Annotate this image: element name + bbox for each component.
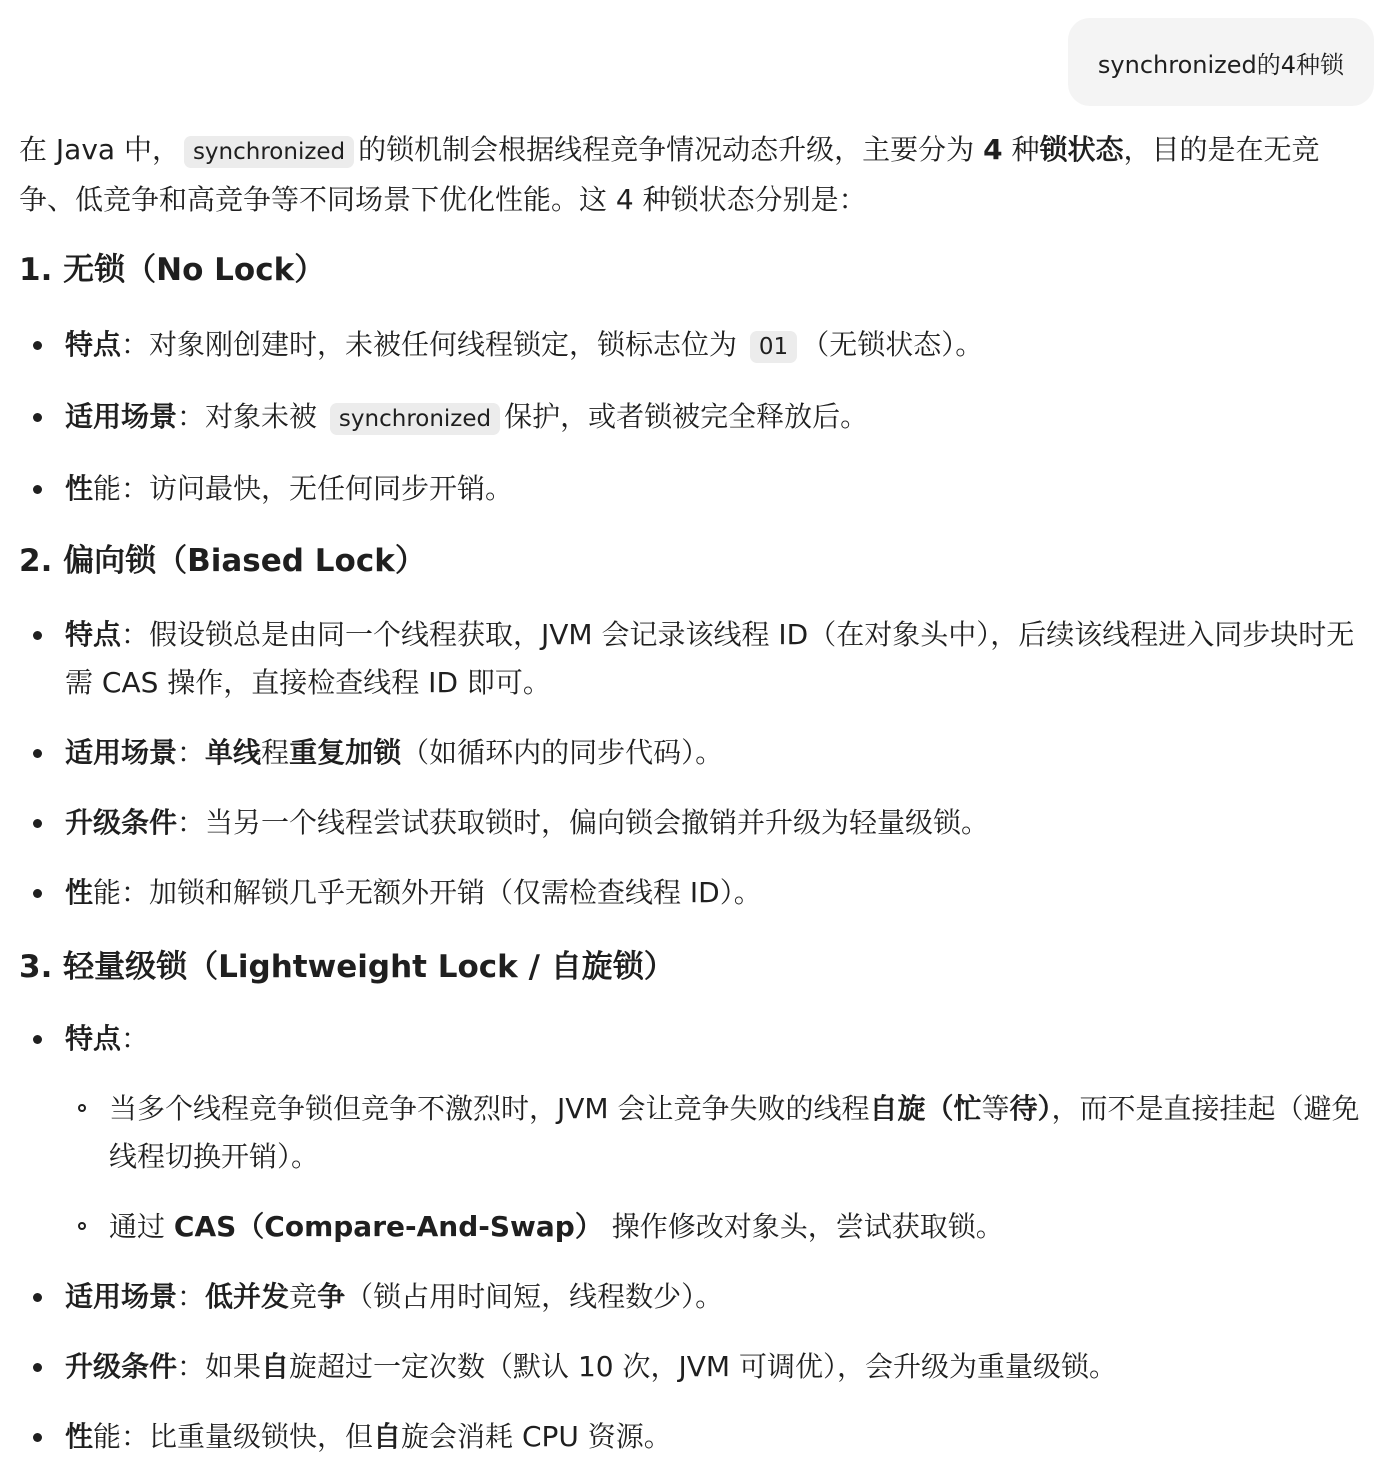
item-bold: CAS（Compare-And-Swap）: [173, 1210, 603, 1243]
sub-list-item: [19, 1203, 1371, 1251]
item-text: 当多个线程竞争锁但竞争不激烈时，JVM 会让竞争失败的线程: [109, 1092, 870, 1125]
item-text: 旋会消耗 CPU 资源。: [401, 1420, 672, 1453]
intro-text: ，目的是在无竞争、低竞争和高竞争等不同场景下优化性能。这 4 种锁状态分别是：: [19, 133, 1320, 216]
item-text: ：当另一个线程尝试获取锁时，偏向锁会撤销并升级为轻量级锁。: [177, 806, 990, 839]
intro-text: 种: [1002, 133, 1040, 166]
item-text: ：假设锁总是由同一个线程获取，JVM 会记录该线程 ID（在对象头中），后续该线程进入同步块时无需 CAS 操作，直接检查线程 ID 即可。: [65, 618, 1355, 699]
intro-paragraph: [19, 126, 1371, 224]
user-message-bubble: [1068, 18, 1374, 106]
list-item: [19, 611, 1371, 707]
item-text: 能：访问最快，无任何同步开销。: [93, 472, 514, 505]
item-text: ：如果: [177, 1350, 262, 1383]
intro-bold: 锁状态: [1039, 133, 1124, 166]
item-label: 性: [65, 1420, 94, 1453]
item-label: 特点: [65, 618, 122, 651]
item-text: ，而不是直接挂起（避免线程切换开销）。: [109, 1092, 1360, 1173]
item-text: 能：加锁和解锁几乎无额外开销（仅需检查线程 ID）。: [93, 876, 762, 909]
item-text: ：: [177, 736, 206, 769]
item-text: （锁占用时间短，线程数少）。: [345, 1280, 724, 1313]
item-bold: 重复加锁: [289, 736, 402, 769]
item-text: ：: [121, 1022, 150, 1055]
section-heading-lightweight-lock: 3. 轻量级锁（Lightweight Lock / 自旋锁）: [19, 949, 675, 985]
list-item: [19, 321, 1371, 371]
list-item: [19, 869, 1371, 917]
item-text: 保护，或者锁被完全释放后。: [504, 400, 869, 433]
item-text: （如循环内的同步代码）。: [401, 736, 724, 769]
list-item: [19, 1413, 1371, 1461]
intro-text: 的锁机制会根据线程竞争情况动态升级，主要分为: [358, 133, 984, 166]
list-item: [19, 1343, 1371, 1391]
section-2-list: [19, 611, 1371, 917]
item-bold: 自: [373, 1420, 402, 1453]
item-text: 程: [261, 736, 290, 769]
item-text: （无锁状态）。: [801, 328, 984, 361]
item-bold: 争: [317, 1280, 346, 1313]
list-item: [19, 1015, 1371, 1063]
section-heading-biased-lock: 2. 偏向锁（Biased Lock）: [19, 543, 426, 579]
list-item: [19, 799, 1371, 847]
item-bold: 待）: [1009, 1092, 1052, 1125]
item-label: 升级条件: [65, 806, 178, 839]
list-item: [19, 465, 1371, 513]
item-text: 旋超过一定次数（默认 10 次，JVM 可调优），会升级为重量级锁。: [289, 1350, 1117, 1383]
item-bold: 自: [261, 1350, 290, 1383]
list-item: [19, 729, 1371, 777]
intro-bold: 4: [983, 133, 1003, 166]
item-text: 通过: [109, 1210, 174, 1243]
sub-list-item: [19, 1085, 1371, 1181]
item-text: ：: [177, 1280, 206, 1313]
item-text: 等: [981, 1092, 1010, 1125]
inline-code: synchronized: [184, 136, 354, 168]
list-item: [19, 393, 1371, 443]
item-label: 特点: [65, 328, 122, 361]
item-label: 适用场景: [65, 400, 178, 433]
item-label: 适用场景: [65, 1280, 178, 1313]
section-3-list: [19, 1015, 1371, 1461]
user-message-text: synchronized的4种锁: [1097, 50, 1344, 79]
item-label: 特点: [65, 1022, 122, 1055]
item-bold: 低并发: [205, 1280, 290, 1313]
inline-code: synchronized: [330, 403, 500, 435]
section-1-list: [19, 321, 1371, 513]
intro-text: 在 Java 中，: [19, 133, 180, 166]
item-label: 适用场景: [65, 736, 178, 769]
item-bold: 单线: [205, 736, 262, 769]
item-label: 性: [65, 472, 94, 505]
inline-code: 01: [750, 331, 797, 363]
list-item: [19, 1273, 1371, 1321]
item-text: 能：比重量级锁快，但: [93, 1420, 374, 1453]
item-label: 升级条件: [65, 1350, 178, 1383]
item-text: ：对象刚创建时，未被任何线程锁定，锁标志位为: [121, 328, 746, 361]
section-heading-no-lock: 1. 无锁（No Lock）: [19, 252, 326, 288]
assistant-answer: [19, 126, 1371, 1461]
item-text: 竞: [289, 1280, 318, 1313]
item-label: 性: [65, 876, 94, 909]
item-text: ：对象未被: [177, 400, 326, 433]
item-text: 操作修改对象头，尝试获取锁。: [602, 1210, 1004, 1243]
item-bold: 自旋（忙: [869, 1092, 982, 1125]
